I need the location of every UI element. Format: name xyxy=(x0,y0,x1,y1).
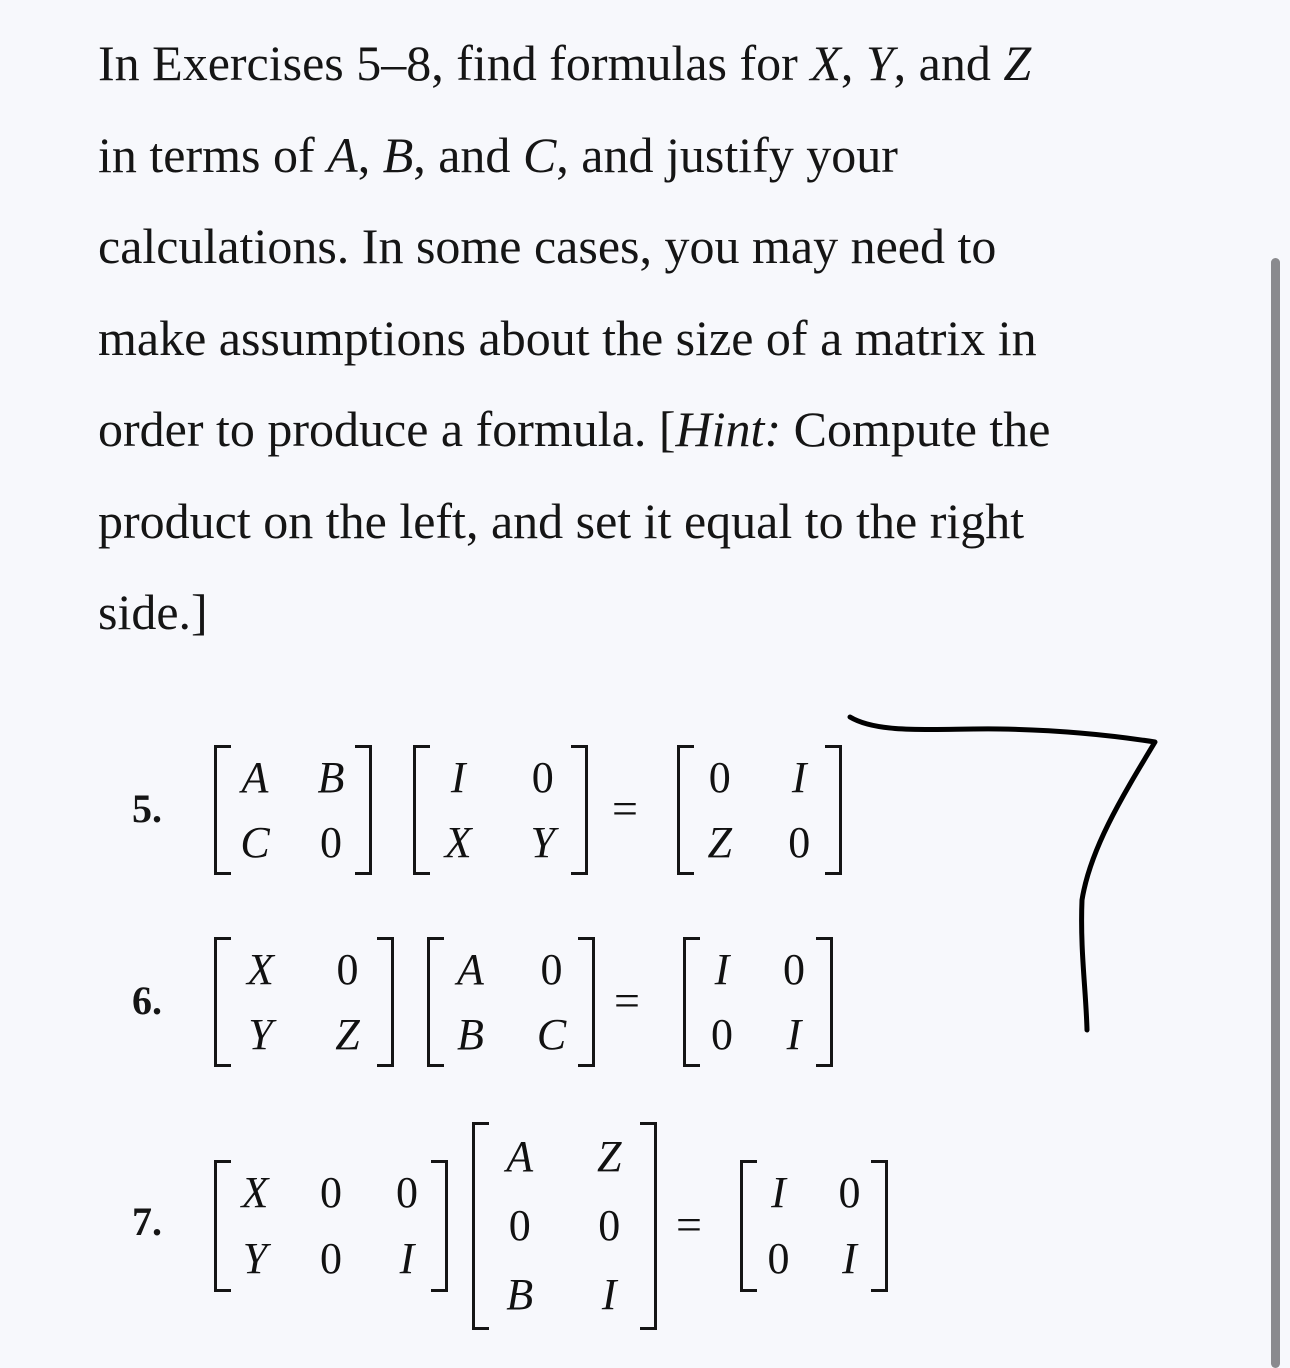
matrix-entry: I xyxy=(842,1234,857,1283)
matrix-entry: Y xyxy=(530,817,555,867)
text-run: Compute the xyxy=(781,401,1051,457)
italic-text-run: B xyxy=(382,126,414,183)
matrix-entry: I xyxy=(450,752,466,802)
matrix-entry: Z xyxy=(707,817,732,867)
vertical-scrollbar[interactable] xyxy=(1271,258,1280,1368)
matrix-entry: 0 xyxy=(336,944,359,994)
exercise-7-number: 7. xyxy=(132,1199,162,1244)
matrix-entry: 0 xyxy=(396,1168,418,1217)
matrix-entry: Z xyxy=(597,1131,622,1181)
text-run: order to produce a formula. [ xyxy=(98,401,676,457)
matrix-entry: 0 xyxy=(788,817,811,867)
italic-text-run: Hint: xyxy=(675,401,782,457)
matrix-entry: I xyxy=(791,752,807,802)
exercise-5-number: 5. xyxy=(132,786,162,831)
exercise-6-number: 6. xyxy=(132,978,162,1023)
matrix-entry: 0 xyxy=(708,752,731,802)
matrix-entry: 0 xyxy=(711,1009,733,1059)
text-run: , xyxy=(357,126,383,183)
matrix-entry: 0 xyxy=(838,1168,861,1217)
ink-stroke xyxy=(850,717,1155,1030)
matrix-entry: B xyxy=(457,1009,484,1059)
exercise-6-equals: = xyxy=(614,975,640,1026)
matrix-entry: 0 xyxy=(598,1201,621,1250)
matrix-entry: A xyxy=(241,752,269,802)
text-run: side.] xyxy=(98,584,208,640)
matrix-entry: I xyxy=(601,1270,617,1320)
text-run: product on the left, and set it equal to the right xyxy=(98,492,1025,549)
matrix-entry: B xyxy=(506,1270,534,1320)
exercise-5-equals: = xyxy=(612,783,638,834)
text-run: , and xyxy=(893,35,1004,91)
text-run: , and xyxy=(413,126,523,183)
matrix-entry: X xyxy=(444,817,472,867)
text-run: calculations. In some cases, you may need to xyxy=(98,218,997,274)
matrix-entry: B xyxy=(317,752,345,802)
matrix-entry: C xyxy=(536,1009,567,1059)
matrix-entry: 0 xyxy=(320,817,342,867)
matrix-entry: Y xyxy=(248,1009,273,1059)
matrix-entry: I xyxy=(786,1009,802,1059)
text-run: , xyxy=(840,35,866,91)
matrix-entry: 0 xyxy=(783,944,805,994)
matrix-entry: Z xyxy=(335,1009,360,1059)
matrix-entry: 0 xyxy=(531,752,554,802)
matrix-entry: A xyxy=(457,944,484,994)
italic-text-run: C xyxy=(522,126,557,183)
matrix-entry: A xyxy=(506,1131,534,1181)
exercise-7-equals: = xyxy=(676,1199,702,1250)
italic-text-run: X xyxy=(810,35,841,91)
matrix-entry: 0 xyxy=(508,1201,531,1250)
matrix-entry: 0 xyxy=(540,944,563,994)
matrix-entry: Y xyxy=(242,1234,268,1283)
matrix-entry: 0 xyxy=(767,1234,790,1283)
matrix-entry: I xyxy=(771,1168,786,1217)
italic-text-run: A xyxy=(327,126,358,183)
matrix-entry: 0 xyxy=(320,1234,342,1283)
matrix-entry: X xyxy=(241,1168,269,1217)
text-run: in terms of xyxy=(98,126,328,183)
italic-text-run: Y xyxy=(865,35,894,91)
matrix-entry: X xyxy=(247,944,274,994)
matrix-entry: 0 xyxy=(320,1168,342,1217)
matrix-entry: C xyxy=(240,817,270,867)
text-run: , and justify your xyxy=(556,126,898,183)
text-run: make assumptions about the size of a matrix in xyxy=(98,309,1037,366)
italic-text-run: Z xyxy=(1003,35,1032,91)
text-run: In Exercises 5–8, find formulas for xyxy=(98,35,811,91)
matrix-entry: I xyxy=(399,1234,415,1283)
matrix-entry: I xyxy=(714,944,730,994)
